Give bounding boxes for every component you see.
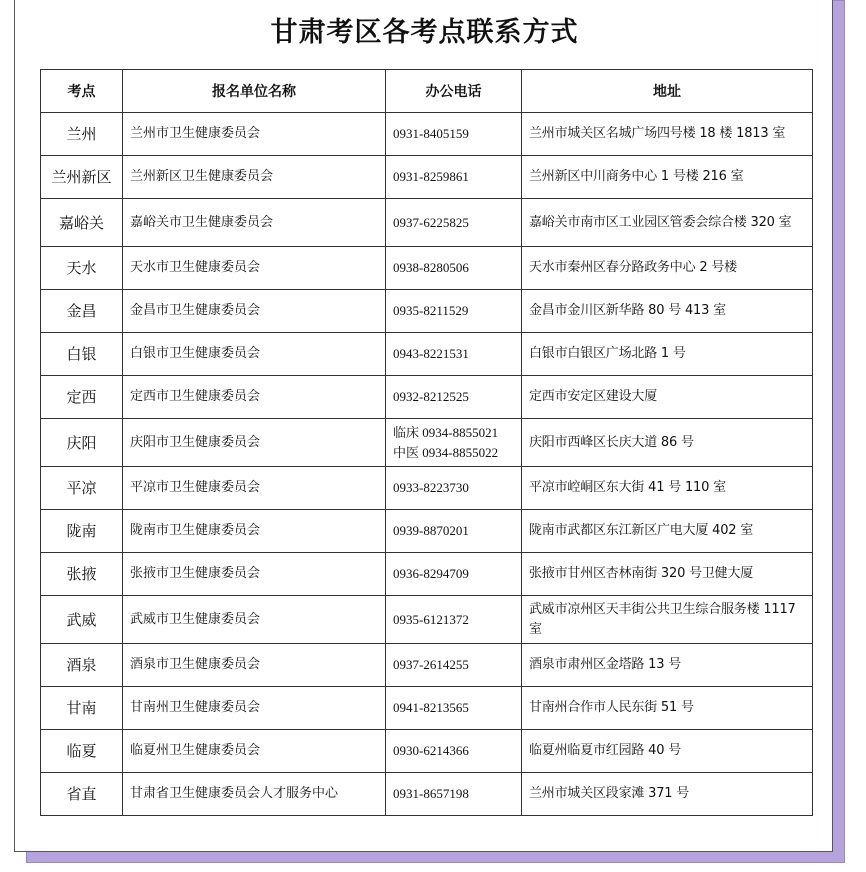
cell-unit: 甘南州卫生健康委员会: [123, 687, 386, 730]
cell-address: 甘南州合作市人民东街 51 号: [522, 687, 813, 730]
cell-unit: 临夏州卫生健康委员会: [123, 730, 386, 773]
cell-unit: 陇南市卫生健康委员会: [123, 510, 386, 553]
table-row: [41, 376, 813, 419]
cell-unit: 武威市卫生健康委员会: [123, 596, 386, 644]
cell-site: 酒泉: [41, 644, 123, 687]
cell-unit: 定西市卫生健康委员会: [123, 376, 386, 419]
table-row: [41, 510, 813, 553]
phone-number: 0931-8405159: [393, 126, 469, 141]
cell-unit: 平凉市卫生健康委员会: [123, 467, 386, 510]
table-row: [41, 596, 813, 644]
cell-unit: 金昌市卫生健康委员会: [123, 290, 386, 333]
table-row: [41, 156, 813, 199]
cell-phone: [386, 467, 522, 510]
cell-phone: [386, 596, 522, 644]
phone-number: 0937-2614255: [393, 657, 469, 672]
phone-number: 0935-6121372: [393, 611, 469, 627]
page-title: 甘肃考区各考点联系方式: [270, 17, 579, 48]
cell-address: 张掖市甘州区杏林南街 320 号卫健大厦: [522, 553, 813, 596]
cell-address: 兰州市城关区段家滩 371 号: [522, 773, 813, 816]
cell-phone: [386, 730, 522, 773]
header-phone: 办公电话: [386, 70, 522, 113]
cell-phone: [386, 290, 522, 333]
contacts-table: [40, 69, 813, 816]
phone-number: 0939-8870201: [393, 523, 469, 538]
cell-unit: 天水市卫生健康委员会: [123, 247, 386, 290]
cell-address: 天水市秦州区春分路政务中心 2 号楼: [522, 247, 813, 290]
cell-site: 嘉峪关: [41, 199, 123, 247]
phone-number: 0933-8223730: [393, 480, 469, 495]
cell-address: 白银市白银区广场北路 1 号: [522, 333, 813, 376]
cell-unit: 张掖市卫生健康委员会: [123, 553, 386, 596]
table-row: [41, 644, 813, 687]
cell-address: 兰州新区中川商务中心 1 号楼 216 室: [522, 156, 813, 199]
cell-site: 白银: [41, 333, 123, 376]
table-body: [41, 113, 813, 816]
cell-unit: 兰州新区卫生健康委员会: [123, 156, 386, 199]
table-header-row: [41, 70, 813, 113]
cell-address: 酒泉市肃州区金塔路 13 号: [522, 644, 813, 687]
table-row: [41, 199, 813, 247]
phone-number: 0938-8280506: [393, 260, 469, 275]
phone-number: 0932-8212525: [393, 389, 469, 404]
cell-phone: [386, 247, 522, 290]
cell-phone: [386, 156, 522, 199]
phone-number: 0937-6225825: [393, 214, 469, 230]
cell-site: 兰州: [41, 113, 123, 156]
table-row: [41, 333, 813, 376]
phone-number: 0931-8657198: [393, 786, 469, 801]
cell-unit: 酒泉市卫生健康委员会: [123, 644, 386, 687]
cell-address: 庆阳市西峰区长庆大道 86 号: [522, 419, 813, 467]
header-address: 地址: [522, 70, 813, 113]
cell-phone: [386, 510, 522, 553]
cell-site: 临夏: [41, 730, 123, 773]
header-unit: 报名单位名称: [123, 70, 386, 113]
cell-phone: [386, 687, 522, 730]
cell-site: 金昌: [41, 290, 123, 333]
cell-address: 平凉市崆峒区东大街 41 号 110 室: [522, 467, 813, 510]
cell-site: 定西: [41, 376, 123, 419]
cell-site: 兰州新区: [41, 156, 123, 199]
cell-address: 临夏州临夏市红园路 40 号: [522, 730, 813, 773]
table-row: [41, 467, 813, 510]
cell-unit: 兰州市卫生健康委员会: [123, 113, 386, 156]
cell-phone: [386, 644, 522, 687]
cell-address: 兰州市城关区名城广场四号楼 18 楼 1813 室: [522, 113, 813, 156]
table-row: [41, 247, 813, 290]
cell-site: 甘南: [41, 687, 123, 730]
header-site: 考点: [41, 70, 123, 113]
cell-site: 平凉: [41, 467, 123, 510]
cell-address: 陇南市武都区东江新区广电大厦 402 室: [522, 510, 813, 553]
cell-site: 省直: [41, 773, 123, 816]
cell-site: 天水: [41, 247, 123, 290]
table-row: [41, 113, 813, 156]
table-row: [41, 553, 813, 596]
phone-number: 0935-8211529: [393, 303, 469, 318]
cell-phone: [386, 199, 522, 247]
cell-phone: [386, 419, 522, 467]
phone-number: 0941-8213565: [393, 700, 469, 715]
phone-number: 0930-6214366: [393, 743, 469, 758]
cell-unit: 白银市卫生健康委员会: [123, 333, 386, 376]
cell-unit: 庆阳市卫生健康委员会: [123, 419, 386, 467]
phone-number: 0936-8294709: [393, 566, 469, 581]
phone-number: 中医 0934-8855022: [393, 444, 499, 460]
cell-unit: 甘肃省卫生健康委员会人才服务中心: [123, 773, 386, 816]
table-row: [41, 290, 813, 333]
cell-phone: [386, 333, 522, 376]
cell-phone: [386, 113, 522, 156]
cell-address: 嘉峪关市南市区工业园区管委会综合楼 320 室: [522, 199, 813, 247]
table-row: [41, 730, 813, 773]
document-card: [14, 0, 833, 852]
cell-address: 定西市安定区建设大厦: [522, 376, 813, 419]
cell-phone: [386, 553, 522, 596]
cell-address: 武威市凉州区天丰街公共卫生综合服务楼 1117 室: [522, 596, 813, 644]
phone-number: 0931-8259861: [393, 169, 469, 184]
cell-site: 陇南: [41, 510, 123, 553]
phone-number: 0943-8221531: [393, 346, 469, 361]
table-row: [41, 687, 813, 730]
cell-site: 张掖: [41, 553, 123, 596]
cell-unit: 嘉峪关市卫生健康委员会: [123, 199, 386, 247]
cell-phone: [386, 773, 522, 816]
table-row: [41, 419, 813, 467]
phone-number: 临床 0934-8855021: [393, 424, 499, 440]
cell-site: 武威: [41, 596, 123, 644]
cell-site: 庆阳: [41, 419, 123, 467]
cell-phone: [386, 376, 522, 419]
cell-address: 金昌市金川区新华路 80 号 413 室: [522, 290, 813, 333]
table-row: [41, 773, 813, 816]
